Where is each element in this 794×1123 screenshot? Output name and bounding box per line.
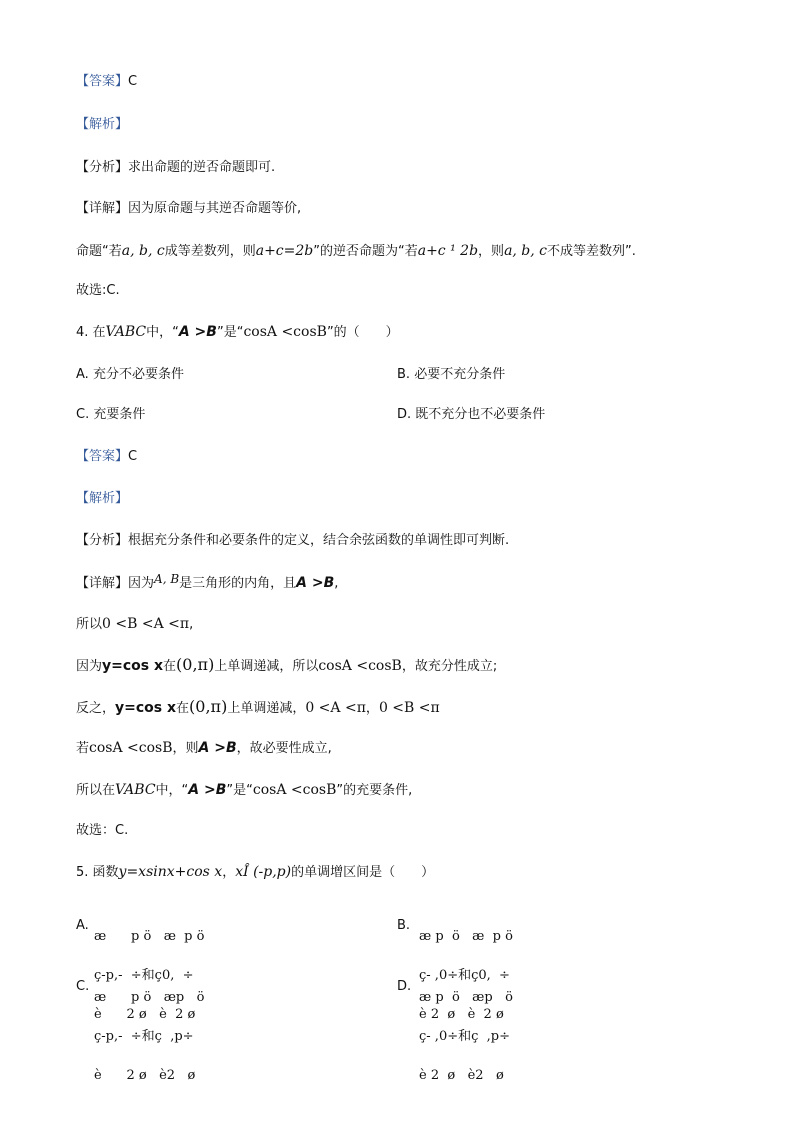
- guxuan-text: 故选：C.: [76, 823, 129, 838]
- text-segment: 不成等差数列”.: [547, 244, 636, 259]
- math-vars: a, b, c: [504, 243, 548, 259]
- text-segment: 上单调递减，所以: [214, 659, 319, 674]
- fenxi-line: [76, 531, 509, 551]
- guxuan-line: [76, 821, 128, 841]
- detail-line-5: [76, 738, 332, 759]
- math-inequality: 0 <B <π: [378, 700, 440, 716]
- text-segment: ”的逆否命题为“若: [313, 244, 418, 259]
- fenxi-text: 求出命题的逆否命题即可.: [128, 160, 276, 175]
- math-interval: (0,π): [176, 655, 215, 674]
- math-condition: A >B: [188, 782, 227, 798]
- formula-middle-row: ç-p,- ÷和ç0, ÷: [94, 968, 194, 983]
- text-segment: 所以在: [76, 783, 116, 798]
- formula-bottom-row: è 2 ø è 2 ø: [94, 1007, 196, 1022]
- text-segment: 是三角形的内角，且: [179, 576, 297, 591]
- formula-bottom-row: è 2 ø è2 ø: [419, 1068, 504, 1083]
- math-inequality: 0 <B <A <π: [102, 616, 190, 632]
- text-segment: ”的充要条件,: [336, 783, 413, 798]
- math-equation: a+c ¹ 2b: [417, 243, 479, 259]
- option-a[interactable]: [76, 365, 184, 385]
- option-b[interactable]: [397, 365, 505, 385]
- xiangjie-text: 因为原命题与其逆否命题等价,: [128, 201, 302, 216]
- text-segment: 因为: [128, 576, 155, 591]
- question-5-stem: [76, 862, 434, 883]
- text-segment: 上单调递减，: [227, 701, 306, 716]
- xiangjie-line: [76, 199, 301, 219]
- text-segment: 因为: [76, 659, 103, 674]
- answer-line: [76, 447, 137, 467]
- option-text: 充分不必要条件: [92, 367, 184, 382]
- option-text: 充要条件: [93, 407, 146, 422]
- text-segment: 反之，: [76, 701, 116, 716]
- text-segment: 若: [76, 741, 90, 756]
- fenxi-line: [76, 158, 275, 178]
- guxuan-line: [76, 281, 120, 301]
- answer-value: C: [128, 74, 138, 89]
- text-segment: ，则: [172, 741, 199, 756]
- text-segment: ”是“: [226, 783, 253, 798]
- text-segment: ”的（ ）: [326, 325, 399, 340]
- text-segment: ，故充分性成立;: [401, 659, 498, 674]
- text-segment: 在: [176, 701, 190, 716]
- option-c[interactable]: [76, 405, 145, 425]
- answer-tag: 【答案】: [76, 74, 129, 89]
- text-segment: 在: [163, 659, 177, 674]
- text-segment: 中，“: [146, 325, 179, 340]
- answer-tag: 【答案】: [76, 449, 129, 464]
- math-vars: a, b, c: [121, 243, 165, 259]
- xiangjie-tag: 【详解】: [76, 576, 129, 591]
- detail-line-2: [76, 614, 193, 635]
- option-d[interactable]: [397, 405, 545, 425]
- option-label: B.: [397, 367, 411, 382]
- text-segment: ，故必要性成立,: [236, 741, 332, 756]
- question-4-stem: [76, 322, 399, 343]
- text-segment: 所以: [76, 617, 103, 632]
- math-inequality: cosA <cosB: [318, 658, 402, 674]
- text-segment: ，: [365, 701, 379, 716]
- text-segment: 中，“: [155, 783, 189, 798]
- math-condition: A >B: [198, 740, 237, 756]
- math-inequality: 0 <A <π: [305, 700, 366, 716]
- text-segment: 4. 在: [76, 325, 106, 340]
- analysis-heading: [76, 115, 128, 135]
- guxuan-text: 故选:C.: [76, 283, 120, 298]
- math-triangle: VABC: [105, 324, 147, 340]
- formula-top-row: æ p ö æ p ö: [94, 929, 205, 944]
- option-text: 既不充分也不必要条件: [415, 407, 546, 422]
- math-condition: A >B: [178, 324, 217, 340]
- text-segment: 5. 函数: [76, 865, 119, 880]
- text-segment: 的单调增区间是（ ）: [291, 865, 435, 880]
- math-interval: (0,π): [189, 697, 228, 716]
- formula-bottom-row: è 2 ø è2 ø: [94, 1068, 196, 1083]
- option-label: D.: [397, 407, 412, 422]
- xiangjie-line: [76, 573, 338, 594]
- detail-line-6: [76, 780, 412, 801]
- option-label: A.: [76, 367, 89, 382]
- answer-line: [76, 72, 137, 92]
- math-inequality: cosA <cosB: [89, 740, 173, 756]
- text-segment: 成等差数列，则: [164, 244, 256, 259]
- math-condition: A >B: [296, 575, 335, 591]
- answer-value: C: [128, 449, 138, 464]
- formula-top-row: æ p ö æp ö: [419, 990, 513, 1005]
- fenxi-tag: 【分析】: [76, 533, 129, 548]
- analysis-tag: 【解析】: [76, 491, 129, 506]
- formula-bottom-row: è 2 ø è 2 ø: [419, 1007, 504, 1022]
- xiangjie-tag: 【详解】: [76, 201, 129, 216]
- option-label: C.: [76, 407, 90, 422]
- detail-line-3: [76, 655, 497, 677]
- text-segment: ,: [334, 576, 339, 591]
- proposition-line: [76, 241, 636, 262]
- option-label: B.: [397, 918, 411, 933]
- math-inequality: cosA <cosB: [252, 782, 337, 798]
- fenxi-text: 根据充分条件和必要条件的定义，结合余弦函数的单调性即可判断.: [128, 533, 510, 548]
- text-segment: ”是“: [216, 325, 244, 340]
- formula-top-row: æ p ö æp ö: [94, 990, 205, 1005]
- math-angles: A, B: [154, 572, 180, 586]
- math-triangle: VABC: [115, 782, 156, 798]
- analysis-heading: [76, 489, 128, 509]
- fenxi-tag: 【分析】: [76, 160, 129, 175]
- math-function: y=cos x: [115, 700, 177, 716]
- analysis-tag: 【解析】: [76, 117, 129, 132]
- formula-middle-row: ç-p,- ÷和ç ,p÷: [94, 1029, 194, 1044]
- math-function: y=xsinx+cos x: [118, 864, 223, 880]
- text-segment: ，则: [478, 244, 505, 259]
- text-segment: ,: [189, 617, 194, 632]
- option-label: A.: [76, 918, 89, 933]
- math-function: y=cos x: [102, 658, 164, 674]
- formula-middle-row: ç- ,0÷和ç0, ÷: [419, 968, 510, 983]
- math-domain: xÎ (-p,p): [235, 864, 292, 880]
- option-label: C.: [76, 979, 90, 994]
- math-condition: cosA <cosB: [243, 324, 327, 340]
- formula-middle-row: ç- ,0÷和ç ,p÷: [419, 1029, 510, 1044]
- formula-top-row: æ p ö æ p ö: [419, 929, 513, 944]
- option-label: D.: [397, 979, 412, 994]
- text-segment: 命题“若: [76, 244, 122, 259]
- text-segment: ，: [222, 865, 236, 880]
- detail-line-4: [76, 697, 440, 719]
- math-equation: a+c=2b: [255, 243, 314, 259]
- option-text: 必要不充分条件: [414, 367, 506, 382]
